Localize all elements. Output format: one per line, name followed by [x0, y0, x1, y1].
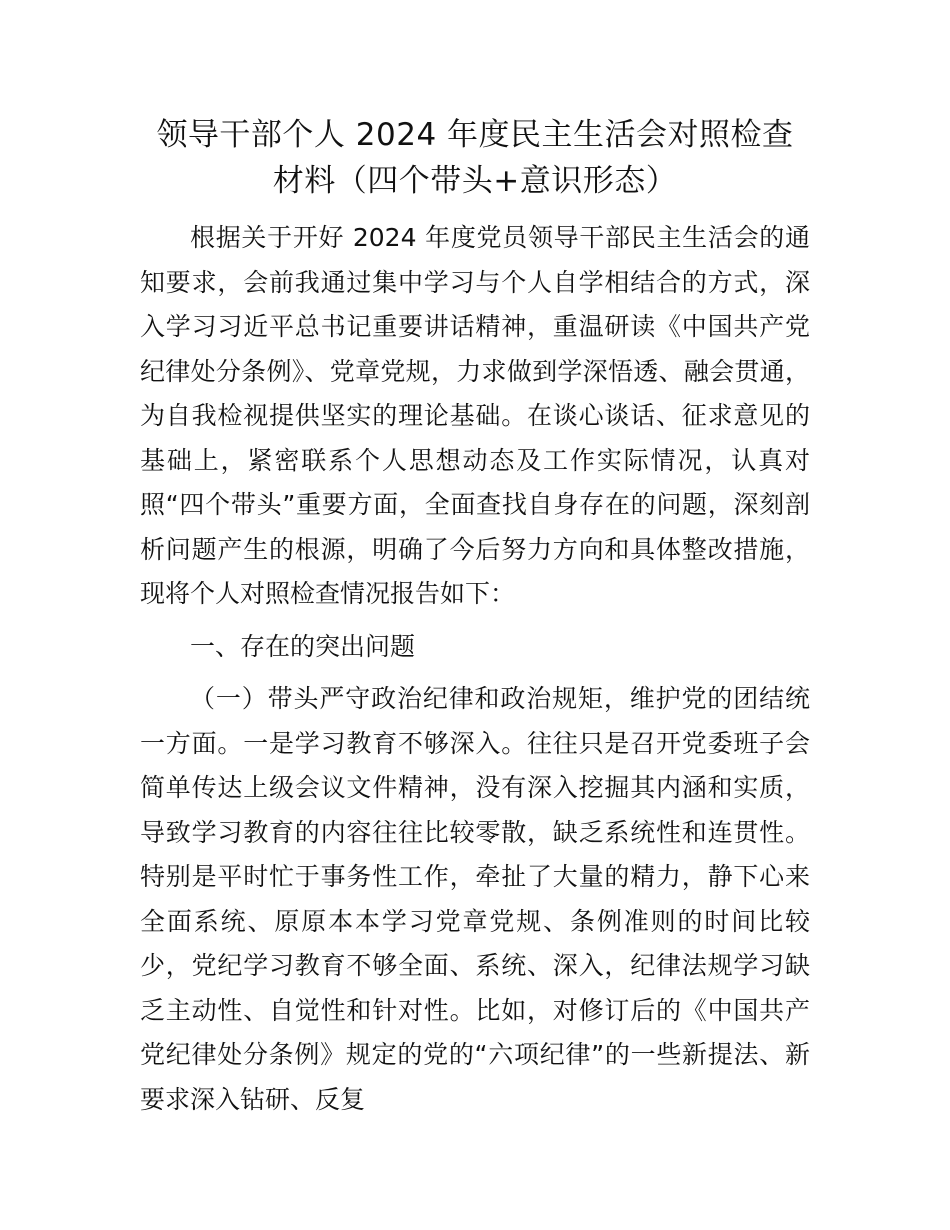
- section-paragraph: （一）带头严守政治纪律和政治规矩，维护党的团结统一方面。一是学习教育不够深入。往往只是召开党委班子会简单传达上级会议文件精神，没有深入挖掘其内涵和实质，导致学习教育的内容往往比较零散，缺乏系统性和连贯性。特别是平时忙于事务性工作，牵扯了大量的精力，静下心来全面系统、原原本本学习党章党规、条例准则的时间比较少，党纪学习教育不够全面、系统、深入，纪律法规学习缺乏主动性、自觉性和针对性。比如，对修订后的《中国共产党纪律处分条例》规定的党的“六项纪律”的一些新提法、新要求深入钻研、反复: [140, 684, 810, 1114]
- document-body: [140, 216, 810, 1122]
- intro-paragraph: 根据关于开好 2024 年度党员领导干部民主生活会的通知要求，会前我通过集中学习与个人自学相结合的方式，深入学习习近平总书记重要讲话精神，重温研读《中国共产党纪律处分条例》、党章党规，力求做到学深悟透、融会贯通，为自我检视提供坚实的理论基础。在谈心谈话、征求意见的基础上，紧密联系个人思想动态及工作实际情况，认真对照“四个带头”重要方面，全面查找自身存在的问题，深刻剖析问题产生的根源，明确了今后努力方向和具体整改措施，现将个人对照检查情况报告如下：: [140, 223, 810, 608]
- title-line-2: 材料（四个带头+意识形态）: [272, 163, 678, 199]
- document-title: [120, 112, 830, 204]
- section-heading: 一、存在的突出问题: [190, 631, 416, 661]
- title-line-1: 领导干部个人 2024 年度民主生活会对照检查: [156, 117, 794, 153]
